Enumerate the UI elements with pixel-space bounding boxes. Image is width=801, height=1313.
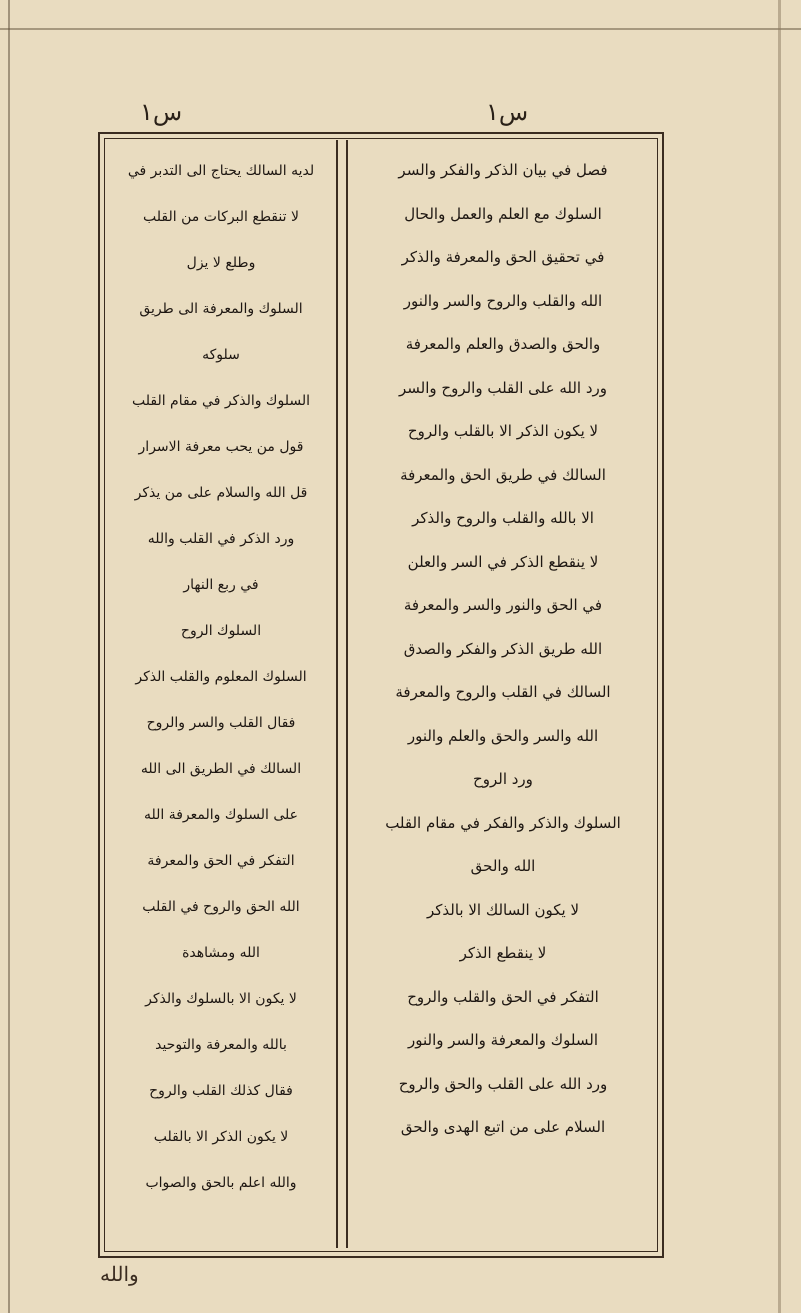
text-line: ﺍﻟﺴﻠﻮﻙ ﺍﻟﻤﻌﻠﻮﻡ ﻭﺍﻟﻘﻠﺐ ﺍﻟﺬﻛﺮ [135, 669, 307, 685]
footer-mark: ﻭﺍﻟﻠﻪ [100, 1262, 139, 1286]
text-line: ﻋﻠﻰ ﺍﻟﺴﻠﻮﻙ ﻭﺍﻟﻤﻌﺮﻓﺔ ﺍﻟﻠﻪ [143, 807, 299, 823]
text-line: ﻭﺭﺩ ﺍﻟﺬﻛﺮ ﻓﻲ ﺍﻟﻘﻠﺐ ﻭﺍﻟﻠﻪ [147, 531, 295, 547]
text-line: ﺍﻟﺴﺎﻟﻚ ﻓﻲ ﺍﻟﻄﺮﻳﻖ ﺍﻟﻰ ﺍﻟﻠﻪ [140, 761, 302, 777]
text-line: ﻓﻘﺎﻝ ﺍﻟﻘﻠﺐ ﻭﺍﻟﺴﺮ ﻭﺍﻟﺮﻭﺡ [146, 715, 296, 731]
text-line: ﻟﺪﻳﻪ ﺍﻟﺴﺎﻟﻚ ﻳﺤﺘﺎﺝ ﺍﻟﻰ ﺍﻟﺘﺪﺑﺮ ﻓﻲ [127, 163, 315, 179]
column-rule [346, 140, 348, 1248]
text-line: ﺍﻟﺴﻠﻮﻙ ﻭﺍﻟﻤﻌﺮﻓﺔ ﻭﺍﻟﺴﺮ ﻭﺍﻟﻨﻮﺭ [407, 1031, 599, 1049]
text-line: ﻓﻲ ﺭﺑﻊ ﺍﻟﻨﻬﺎﺭ [183, 577, 259, 593]
text-line: ﺍﻻ ﺑﺎﻟﻠﻪ ﻭﺍﻟﻘﻠﺐ ﻭﺍﻟﺮﻭﺡ ﻭﺍﻟﺬﻛﺮ [412, 509, 594, 527]
text-line: ﺍﻟﺴﺎﻟﻚ ﻓﻲ ﻃﺮﻳﻖ ﺍﻟﺤﻖ ﻭﺍﻟﻤﻌﺮﻓﺔ [400, 465, 606, 484]
page-edge-right [778, 0, 781, 1313]
catchword-right: ﺱ۱ [486, 98, 529, 126]
text-line: ﻭﺭﺩ ﺍﻟﻠﻪ ﻋﻠﻰ ﺍﻟﻘﻠﺐ ﻭﺍﻟﺤﻖ ﻭﺍﻟﺮﻭﺡ [398, 1074, 608, 1093]
text-line: ﺍﻟﺴﺎﻟﻚ ﻓﻲ ﺍﻟﻘﻠﺐ ﻭﺍﻟﺮﻭﺡ ﻭﺍﻟﻤﻌﺮﻓﺔ [395, 683, 611, 701]
text-line: ﻓﻲ ﺍﻟﺤﻖ ﻭﺍﻟﻨﻮﺭ ﻭﺍﻟﺴﺮ ﻭﺍﻟﻤﻌﺮﻓﺔ [403, 596, 603, 614]
text-line: ﺍﻟﺴﻠﻮﻙ ﺍﻟﺮﻭﺡ [180, 623, 262, 639]
text-line: ﻓﺼﻞ ﻓﻲ ﺑﻴﺎﻥ ﺍﻟﺬﻛﺮ ﻭﺍﻟﻔﻜﺮ ﻭﺍﻟﺴﺮ [398, 161, 608, 179]
text-line: ﻻ ﻳﻨﻘﻄﻊ ﺍﻟﺬﻛﺮ [459, 944, 547, 962]
page-edge-left [8, 0, 10, 1313]
text-line: ﻻ ﻳﻜﻮﻥ ﺍﻻ ﺑﺎﻟﺴﻠﻮﻙ ﻭﺍﻟﺬﻛﺮ [145, 991, 297, 1007]
text-column-right [354, 150, 652, 1151]
text-line: ﺑﺎﻟﻠﻪ ﻭﺍﻟﻤﻌﺮﻓﺔ ﻭﺍﻟﺘﻮﺣﻴﺪ [155, 1037, 287, 1053]
text-line: ﺳﻠﻮﻛﻪ [202, 347, 240, 363]
text-line: ﻻ ﻳﻜﻮﻥ ﺍﻟﺬﻛﺮ ﺍﻻ ﺑﺎﻟﻘﻠﺐ [153, 1129, 289, 1145]
text-line: ﺍﻟﻠﻪ ﻭﺍﻟﻘﻠﺐ ﻭﺍﻟﺮﻭﺡ ﻭﺍﻟﺴﺮ ﻭﺍﻟﻨﻮﺭ [403, 291, 603, 310]
text-line: ﻭﺭﺩ ﺍﻟﻠﻪ ﻋﻠﻰ ﺍﻟﻘﻠﺐ ﻭﺍﻟﺮﻭﺡ ﻭﺍﻟﺴﺮ [398, 378, 607, 397]
text-line: ﻓﻲ ﺗﺤﻘﻴﻖ ﺍﻟﺤﻖ ﻭﺍﻟﻤﻌﺮﻓﺔ ﻭﺍﻟﺬﻛﺮ [401, 248, 605, 266]
catchword-left: ﺱ۱ [140, 98, 183, 126]
text-line: ﻻ ﻳﻜﻮﻥ ﺍﻟﺬﻛﺮ ﺍﻻ ﺑﺎﻟﻘﻠﺐ ﻭﺍﻟﺮﻭﺡ [407, 422, 599, 440]
text-line: ﻭﺍﻟﻠﻪ ﺍﻋﻠﻢ ﺑﺎﻟﺤﻖ ﻭﺍﻟﺼﻮﺍﺏ [145, 1175, 297, 1191]
page-edge-top [0, 28, 801, 30]
text-line: ﺍﻟﺴﻠﻮﻙ ﻭﺍﻟﺬﻛﺮ ﻓﻲ ﻣﻘﺎﻡ ﺍﻟﻘﻠﺐ [131, 393, 310, 409]
text-line: ﺍﻟﻠﻪ ﻭﺍﻟﺴﺮ ﻭﺍﻟﺤﻖ ﻭﺍﻟﻌﻠﻢ ﻭﺍﻟﻨﻮﺭ [407, 726, 599, 745]
text-line: ﻭﺍﻟﺤﻖ ﻭﺍﻟﺼﺪﻕ ﻭﺍﻟﻌﻠﻢ ﻭﺍﻟﻤﻌﺮﻓﺔ [405, 335, 601, 353]
text-line: ﺍﻟﻠﻪ ﻃﺮﻳﻖ ﺍﻟﺬﻛﺮ ﻭﺍﻟﻔﻜﺮ ﻭﺍﻟﺼﺪﻕ [403, 639, 603, 658]
text-line: ﻭﻃﻠﻊ ﻻ ﻳﺰﻝ [186, 255, 256, 271]
text-line: ﺍﻟﺴﻠﻮﻙ ﻣﻊ ﺍﻟﻌﻠﻢ ﻭﺍﻟﻌﻤﻞ ﻭﺍﻟﺤﺎﻝ [404, 204, 602, 223]
text-line: ﻻ ﻳﻜﻮﻥ ﺍﻟﺴﺎﻟﻚ ﺍﻻ ﺑﺎﻟﺬﻛﺮ [426, 900, 580, 919]
text-line: ﺍﻟﺴﻠﻮﻙ ﻭﺍﻟﺬﻛﺮ ﻭﺍﻟﻔﻜﺮ ﻓﻲ ﻣﻘﺎﻡ ﺍﻟﻘﻠﺐ [385, 813, 621, 832]
text-line: ﺍﻟﺘﻔﻜﺮ ﻓﻲ ﺍﻟﺤﻖ ﻭﺍﻟﻘﻠﺐ ﻭﺍﻟﺮﻭﺡ [407, 987, 599, 1006]
text-column-left [112, 150, 330, 1208]
text-line: ﺍﻟﺴﻠﻮﻙ ﻭﺍﻟﻤﻌﺮﻓﺔ ﺍﻟﻰ ﻃﺮﻳﻖ [139, 301, 303, 317]
column-rule [336, 140, 338, 1248]
text-line: ﻻ ﺗﻨﻘﻄﻊ ﺍﻟﺒﺮﻛﺎﺕ ﻣﻦ ﺍﻟﻘﻠﺐ [143, 209, 299, 225]
text-line: ﺍﻟﻠﻪ ﻭﺍﻟﺤﻖ [470, 857, 536, 875]
text-line: ﺍﻟﺘﻔﻜﺮ ﻓﻲ ﺍﻟﺤﻖ ﻭﺍﻟﻤﻌﺮﻓﺔ [147, 853, 295, 869]
text-line: ﻗﻮﻝ ﻣﻦ ﻳﺤﺐ ﻣﻌﺮﻓﺔ ﺍﻻﺳﺮﺍﺭ [138, 439, 304, 455]
text-line: ﺍﻟﻠﻪ ﻭﻣﺸﺎﻫﺪﺓ [182, 945, 260, 961]
text-line: ﻻ ﻳﻨﻘﻄﻊ ﺍﻟﺬﻛﺮ ﻓﻲ ﺍﻟﺴﺮ ﻭﺍﻟﻌﻠﻦ [407, 552, 599, 571]
text-line: ﻓﻘﺎﻝ ﻛﺬﻟﻚ ﺍﻟﻘﻠﺐ ﻭﺍﻟﺮﻭﺡ [149, 1083, 293, 1099]
text-line: ﺍﻟﻠﻪ ﺍﻟﺤﻖ ﻭﺍﻟﺮﻭﺡ ﻓﻲ ﺍﻟﻘﻠﺐ [142, 899, 300, 915]
text-line: ﻭﺭﺩ ﺍﻟﺮﻭﺡ [473, 770, 533, 788]
text-line: ﻗﻞ ﺍﻟﻠﻪ ﻭﺍﻟﺴﻼﻡ ﻋﻠﻰ ﻣﻦ ﻳﺬﻛﺮ [134, 485, 308, 501]
text-line: ﺍﻟﺴﻼﻡ ﻋﻠﻰ ﻣﻦ ﺍﺗﺒﻊ ﺍﻟﻬﺪﻯ ﻭﺍﻟﺤﻖ [400, 1118, 606, 1136]
